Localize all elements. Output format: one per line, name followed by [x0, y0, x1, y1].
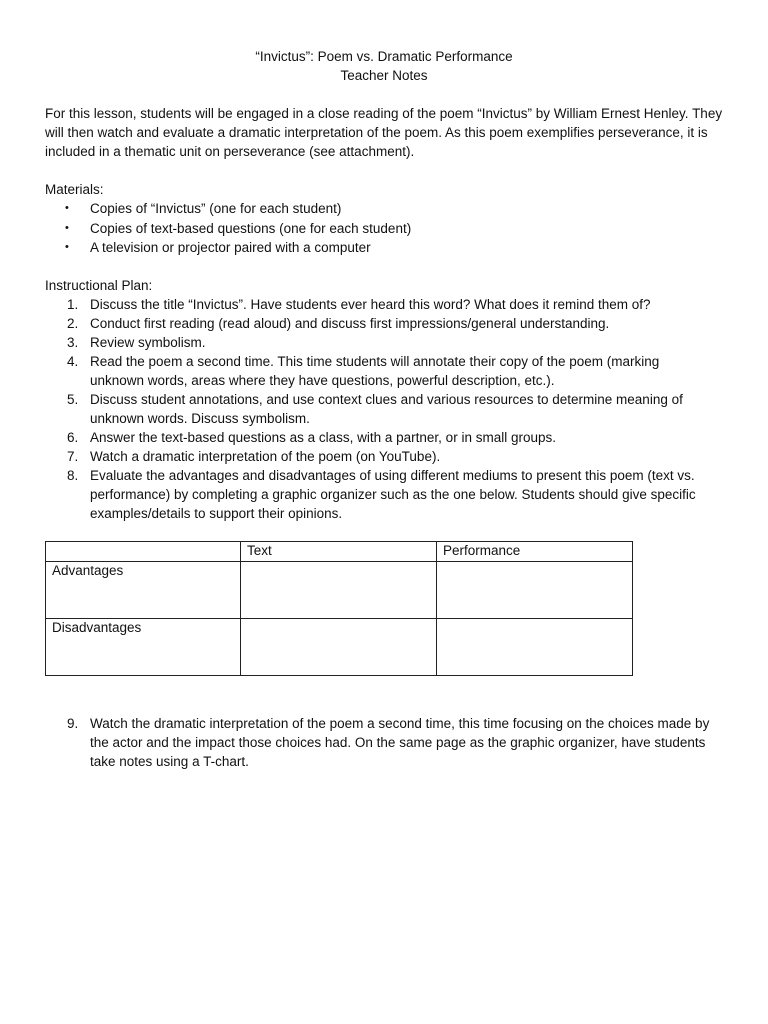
table-header-cell	[46, 542, 241, 562]
step-text: Answer the text-based questions as a class, with a partner, or in small groups.	[90, 430, 556, 445]
table-row-label: Advantages	[46, 562, 241, 619]
step-text: Evaluate the advantages and disadvantages of using different mediums to present this poem (text vs. performance) by completing a graphic organizer such as the one below. Students should give specific examples/details to support their opinions.	[90, 468, 696, 521]
instructional-plan-label: Instructional Plan:	[45, 278, 153, 293]
document-title: “Invictus”: Poem vs. Dramatic Performance	[255, 49, 513, 64]
step-number: 6.	[67, 430, 79, 445]
step-number: 1.	[67, 297, 79, 312]
materials-label: Materials:	[45, 182, 104, 197]
step-number: 5.	[67, 392, 79, 407]
list-item	[45, 314, 715, 333]
list-item	[45, 219, 705, 239]
material-text: Copies of “Invictus” (one for each student)	[90, 201, 342, 216]
step-number: 2.	[67, 316, 79, 331]
step-text: Discuss student annotations, and use context clues and various resources to determine meaning of unknown words. Discuss symbolism.	[90, 392, 683, 426]
list-item	[45, 390, 715, 428]
step-text: Review symbolism.	[90, 335, 206, 350]
list-item	[45, 295, 715, 314]
table-cell	[437, 562, 633, 619]
materials-list	[45, 199, 705, 258]
step-number: 8.	[67, 468, 79, 483]
table-cell	[437, 619, 633, 676]
table-header-cell: Performance	[437, 542, 633, 562]
list-item	[45, 199, 705, 219]
list-item	[45, 428, 715, 447]
table-row	[46, 619, 633, 676]
step-number: 7.	[67, 449, 79, 464]
instructional-plan-list	[45, 295, 715, 523]
table-row	[46, 562, 633, 619]
table-header-row	[46, 542, 633, 562]
table-header-cell: Text	[241, 542, 437, 562]
table-row-label: Disadvantages	[46, 619, 241, 676]
graphic-organizer-table	[45, 541, 633, 676]
bullet-icon: •	[65, 221, 69, 234]
bullet-icon: •	[65, 202, 69, 214]
list-item	[45, 352, 715, 390]
material-text: A television or projector paired with a computer	[90, 240, 371, 255]
list-item	[45, 714, 715, 771]
instructional-plan-list-continued	[45, 714, 715, 771]
list-item	[45, 447, 715, 466]
material-text: Copies of text-based questions (one for each student)	[90, 220, 412, 236]
step-text: Discuss the title “Invictus”. Have students ever heard this word? What does it remind them of?	[90, 297, 651, 312]
list-item	[45, 238, 705, 258]
list-item	[45, 466, 715, 523]
bullet-icon: •	[65, 241, 69, 253]
step-text: Conduct first reading (read aloud) and discuss first impressions/general understanding.	[90, 316, 610, 331]
intro-paragraph: For this lesson, students will be engaged in a close reading of the poem “Invictus” by William Ernest Henley. They will then watch and evaluate a dramatic interpretation of the poem. As this poem exemplifies perseverance, it is included in a thematic unit on perseverance (see attachment).	[45, 106, 723, 159]
step-number: 4.	[67, 354, 79, 369]
step-text: Watch the dramatic interpretation of the poem a second time, this time focusing on the choices made by the actor and the impact those choices had. On the same page as the graphic organizer, have students take notes using a T-chart.	[90, 716, 710, 769]
list-item	[45, 333, 715, 352]
table-cell	[241, 619, 437, 676]
step-text: Read the poem a second time. This time students will annotate their copy of the poem (marking unknown words, areas where they have questions, powerful description, etc.).	[90, 354, 660, 388]
step-text: Watch a dramatic interpretation of the poem (on YouTube).	[90, 449, 441, 464]
step-number: 3.	[67, 335, 79, 350]
step-number: 9.	[67, 716, 79, 731]
table-cell	[241, 562, 437, 619]
document-subtitle: Teacher Notes	[340, 68, 428, 83]
